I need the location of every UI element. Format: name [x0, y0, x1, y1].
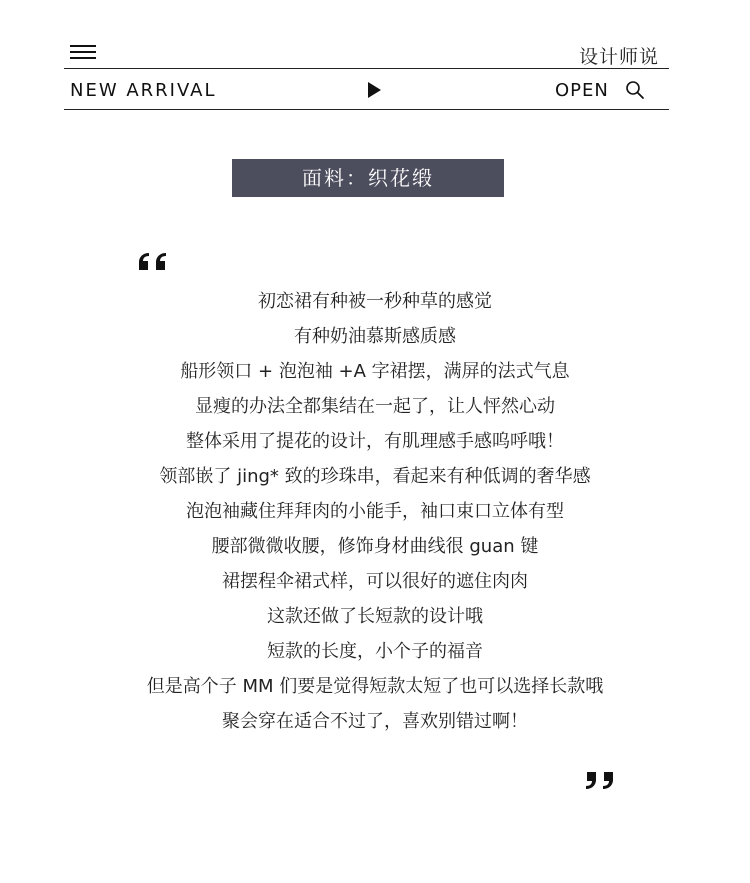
description-line: 船形领口 + 泡泡袖 +A 字裙摆，满屏的法式气息: [180, 361, 570, 382]
description-line: 泡泡袖藏住拜拜肉的小能手，袖口束口立体有型: [186, 501, 564, 522]
menu-icon[interactable]: [70, 45, 96, 61]
description-line: 初恋裙有种被一秒种草的感觉: [258, 291, 492, 312]
description-line: 短款的长度，小个子的福音: [267, 641, 483, 662]
search-icon[interactable]: [625, 80, 645, 100]
description-line: 领部嵌了 jing* 致的珍珠串，看起来有种低调的奢华感: [159, 466, 591, 487]
close-quote-icon: [583, 770, 615, 792]
description-line: 整体采用了提花的设计，有肌理感手感呜呼哦！: [186, 431, 564, 452]
play-icon[interactable]: [368, 82, 381, 98]
description-line: 有种奶油慕斯感质感: [294, 326, 456, 347]
description-line: 但是高个子 MM 们要是觉得短款太短了也可以选择长款哦: [146, 676, 604, 697]
description-line: 聚会穿在适合不过了，喜欢别错过啊！: [222, 711, 528, 732]
open-quote-icon: [137, 250, 169, 272]
new-arrival-label[interactable]: NEW ARRIVAL: [70, 80, 217, 101]
top-bar: [64, 38, 669, 69]
fabric-banner: 面料：织花缎: [232, 159, 504, 197]
description-line: 腰部微微收腰，修饰身材曲线很 guan 键: [211, 536, 539, 557]
open-link[interactable]: OPEN: [555, 80, 609, 101]
nav-bar: [64, 69, 669, 110]
designer-says-link[interactable]: 设计师说: [578, 46, 659, 68]
product-description: [75, 284, 675, 739]
description-line: 显瘦的办法全都集结在一起了，让人怦然心动: [195, 396, 555, 417]
description-line: 裙摆程伞裙式样，可以很好的遮住肉肉: [222, 571, 528, 592]
description-line: 这款还做了长短款的设计哦: [267, 606, 483, 627]
